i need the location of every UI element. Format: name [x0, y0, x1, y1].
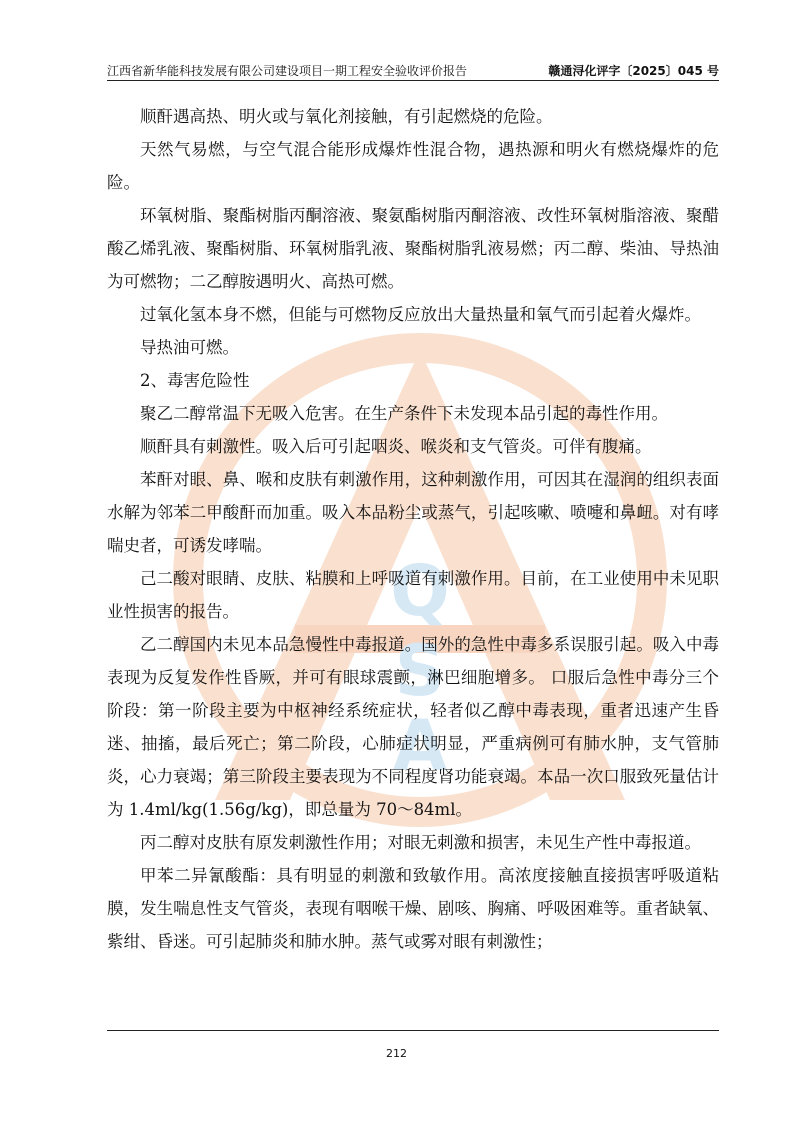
header-report-title: 江西省新华能科技发展有限公司建设项目一期工程安全验收评价报告: [107, 64, 468, 78]
paragraph: 乙二醇国内未见本品急慢性中毒报道。国外的急性中毒多系误服引起。吸入中毒表现为反复发作性昏厥，并可有眼球震颤，淋巴细胞增多。 口服后急性中毒分三个阶段：第一阶段主要为中枢神经系统症状，轻者似乙醇中毒表现，重者迅速产生昏迷、抽搐，最后死亡；第二阶段，心肺症状明显，严重病例可有肺水肿，支气管肺炎，心力衰竭；第三阶段主要表现为不同程度肾功能衰竭。本品一次口服致死量估计为 1.4ml/kg(1.56g/kg)，即总量为 70～84ml。: [107, 635, 719, 819]
paragraph: 导热油可燃。: [140, 338, 239, 357]
svg-text:Q: Q: [390, 550, 450, 632]
svg-text:S: S: [394, 630, 446, 712]
paragraph: 甲苯二异氰酸酯：具有明显的刺激和致敏作用。高浓度接触直接损害呼吸道粘膜，发生喘息性支气管炎，表现有咽喉干燥、剧咳、胸痛、呼吸困难等。重者缺氧、紫绀、昏迷。可引起肺炎和肺水肿。蒸气或雾对眼有刺激性；: [107, 866, 719, 951]
paragraph: 聚乙二醇常温下无吸入危害。在生产条件下未发现本品引起的毒性作用。: [140, 404, 668, 423]
paragraph: 环氧树脂、聚酯树脂丙酮溶液、聚氨酯树脂丙酮溶液、改性环氧树脂溶液、聚醋酸乙烯乳液、聚酯树脂、环氧树脂乳液、聚酯树脂乳液易燃；丙二醇、柴油、导热油为可燃物；二乙醇胺遇明火、高热可燃。: [107, 206, 719, 291]
paragraph: 己二酸对眼睛、皮肤、粘膜和上呼吸道有刺激作用。目前，在工业使用中未见职业性损害的报告。: [107, 569, 719, 621]
page-header: [107, 62, 719, 81]
header-report-number: 赣通浔化评字〔2025〕045 号: [548, 64, 719, 78]
svg-text:A: A: [392, 705, 448, 787]
page-number: 212: [386, 1047, 407, 1060]
paragraph: 丙二醇对皮肤有原发刺激性作用；对眼无刺激和损害，未见生产性中毒报道。: [140, 833, 701, 852]
paragraph: 苯酐对眼、鼻、喉和皮肤有刺激作用，这种刺激作用，可因其在湿润的组织表面水解为邻苯二甲酸酐而加重。吸入本品粉尘或蒸气，引起咳嗽、喷嚏和鼻衄。对有哮喘史者，可诱发哮喘。: [107, 470, 719, 555]
document-body: [107, 100, 719, 958]
paragraph: 顺酐具有刺激性。吸入后可引起咽炎、喉炎和支气管炎。可伴有腹痛。: [140, 437, 652, 456]
paragraph: 过氧化氢本身不燃，但能与可燃物反应放出大量热量和氧气而引起着火爆炸。: [140, 305, 701, 324]
footer-rule: [107, 1030, 719, 1031]
section-heading: 2、毒害危险性: [140, 371, 250, 390]
paragraph: 天然气易燃，与空气混合能形成爆炸性混合物，遇热源和明火有燃烧爆炸的危险。: [107, 140, 719, 192]
paragraph: 顺酐遇高热、明火或与氧化剂接触，有引起燃烧的危险。: [140, 107, 553, 126]
